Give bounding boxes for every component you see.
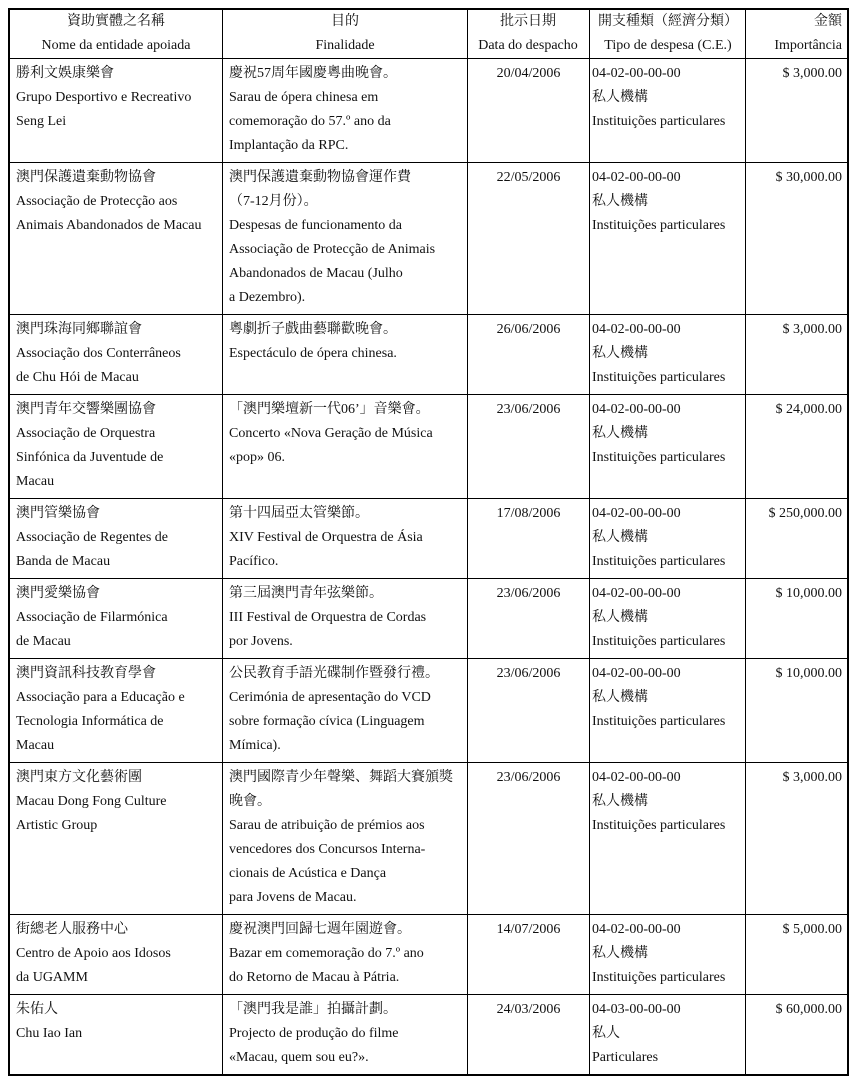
entity-line: 澳門保護遺棄動物協會 [16,170,156,185]
column-header-purpose [223,9,468,59]
purpose-line: «Macau, quem sou eu?». [229,1050,369,1065]
type-line: Instituições particulares [592,970,726,985]
purpose-line: Associação de Protecção de Animais [229,242,436,257]
purpose-line: Implantação da RPC. [229,138,349,153]
type-line: 04-02-00-00-00 [592,586,681,601]
purpose-line: Despesas de funcionamento da [229,218,402,233]
purpose-cell [223,579,468,659]
entity-cell [9,763,223,915]
type-line: 04-03-00-00-00 [592,1002,681,1017]
purpose-line: Bazar em comemoração do 7.º ano [229,946,424,961]
entity-cell [9,995,223,1076]
date-value: 20/04/2006 [496,66,561,81]
entity-line: 澳門東方文化藝術團 [16,770,142,785]
amount-value: $ 10,000.00 [775,666,842,681]
purpose-line: Pacífico. [229,554,279,569]
purpose-line: 澳門國際青少年聲樂、舞蹈大賽頒獎 [229,770,453,785]
type-line: 私人機構 [592,690,648,705]
table-row [9,659,848,763]
entity-cell [9,315,223,395]
type-line: 私人機構 [592,346,648,361]
type-line: Instituições particulares [592,450,726,465]
type-line: 私人機構 [592,194,648,209]
purpose-cell [223,59,468,163]
type-line: Particulares [592,1050,659,1065]
amount-value: $ 60,000.00 [775,1002,842,1017]
header-row [9,9,848,59]
date-value: 23/06/2006 [496,402,561,417]
type-cell [590,915,746,995]
purpose-line: 第三屆澳門青年弦樂節。 [229,586,383,601]
type-line: 04-02-00-00-00 [592,770,681,785]
entity-line: Associação de Protecção aos [16,194,178,209]
type-cell [590,395,746,499]
purpose-line: 澳門保護遺棄動物協會運作費 [229,170,411,185]
date-cell [468,163,590,315]
purpose-line: Projecto de produção do filme [229,1026,399,1041]
purpose-line: para Jovens de Macau. [229,890,357,905]
amount-cell [746,315,849,395]
header-zh: 金額 [814,14,842,29]
table-row [9,499,848,579]
amount-value: $ 250,000.00 [768,506,842,521]
date-cell [468,315,590,395]
purpose-cell [223,163,468,315]
amount-value: $ 3,000.00 [782,66,842,81]
entity-line: Associação dos Conterrâneos [16,346,181,361]
header-pt: Finalidade [315,38,375,53]
entity-line: Grupo Desportivo e Recreativo [16,90,192,105]
date-value: 24/03/2006 [496,1002,561,1017]
amount-value: $ 24,000.00 [775,402,842,417]
type-line: 私人機構 [592,90,648,105]
table-row [9,163,848,315]
type-line: 私人 [592,1026,620,1041]
table-row [9,579,848,659]
type-line: 私人機構 [592,946,648,961]
entity-cell [9,579,223,659]
column-header-date [468,9,590,59]
type-line: 04-02-00-00-00 [592,922,681,937]
amount-value: $ 3,000.00 [782,322,842,337]
header-zh: 目的 [331,14,359,29]
amount-value: $ 5,000.00 [782,922,842,937]
entity-line: 澳門管樂協會 [16,506,100,521]
entity-line: Macau [16,738,55,753]
date-cell [468,499,590,579]
amount-value: $ 10,000.00 [775,586,842,601]
entity-line: Banda de Macau [16,554,111,569]
entity-line: Tecnologia Informática de [16,714,164,729]
purpose-line: （7-12月份）。 [229,194,318,209]
purpose-line: cionais de Acústica e Dança [229,866,387,881]
purpose-cell [223,395,468,499]
purpose-line: 晚會。 [229,794,271,809]
amount-cell [746,659,849,763]
type-line: Instituições particulares [592,370,726,385]
purpose-line: 第十四屆亞太管樂節。 [229,506,369,521]
purpose-cell [223,915,468,995]
entity-line: de Macau [16,634,71,649]
purpose-line: vencedores dos Concursos Interna- [229,842,426,857]
entity-line: Chu Iao Ian [16,1026,83,1041]
purpose-line: Concerto «Nova Geração de Música [229,426,433,441]
purpose-line: a Dezembro). [229,290,306,305]
header-zh: 資助實體之名稱 [67,14,165,29]
entity-line: de Chu Hói de Macau [16,370,139,385]
date-value: 26/06/2006 [496,322,561,337]
purpose-line: comemoração do 57.º ano da [229,114,391,129]
entity-cell [9,659,223,763]
amount-cell [746,395,849,499]
type-line: 私人機構 [592,794,648,809]
entity-line: Macau Dong Fong Culture [16,794,167,809]
column-header-entity [9,9,223,59]
type-cell [590,315,746,395]
purpose-line: do Retorno de Macau à Pátria. [229,970,400,985]
purpose-line: 慶祝澳門回歸七週年園遊會。 [229,922,411,937]
entity-line: Animais Abandonados de Macau [16,218,202,233]
subsidy-table [8,8,849,1076]
amount-cell [746,499,849,579]
entity-line: 朱佑人 [16,1002,58,1017]
type-line: Instituições particulares [592,714,726,729]
column-header-amount [746,9,849,59]
date-value: 22/05/2006 [496,170,561,185]
column-header-type [590,9,746,59]
entity-cell [9,59,223,163]
date-cell [468,579,590,659]
purpose-line: Cerimónia de apresentação do VCD [229,690,431,705]
type-cell [590,659,746,763]
table-row [9,315,848,395]
entity-line: 澳門資訊科技教育學會 [16,666,156,681]
purpose-line: Mímica). [229,738,281,753]
purpose-line: XIV Festival de Orquestra de Ásia [229,530,423,545]
type-line: 04-02-00-00-00 [592,322,681,337]
entity-line: Sinfónica da Juventude de [16,450,164,465]
entity-cell [9,915,223,995]
amount-cell [746,59,849,163]
purpose-line: 「澳門我是誰」拍攝計劃。 [229,1002,397,1017]
table-row [9,763,848,915]
type-line: Instituições particulares [592,818,726,833]
entity-line: 澳門珠海同鄉聯誼會 [16,322,142,337]
header-zh: 批示日期 [500,14,556,29]
amount-cell [746,995,849,1076]
date-cell [468,995,590,1076]
amount-cell [746,579,849,659]
type-line: 04-02-00-00-00 [592,666,681,681]
amount-cell [746,915,849,995]
entity-line: Seng Lei [16,114,67,129]
amount-value: $ 30,000.00 [775,170,842,185]
type-cell [590,579,746,659]
type-line: 04-02-00-00-00 [592,506,681,521]
header-pt: Importância [774,38,842,53]
entity-line: 澳門愛樂協會 [16,586,100,601]
purpose-line: Sarau de ópera chinesa em [229,90,379,105]
entity-line: Associação para a Educação e [16,690,185,705]
type-cell [590,499,746,579]
type-line: 04-02-00-00-00 [592,66,681,81]
entity-line: Associação de Filarmónica [16,610,168,625]
date-cell [468,395,590,499]
date-value: 17/08/2006 [496,506,561,521]
type-line: Instituições particulares [592,634,726,649]
amount-cell [746,763,849,915]
entity-line: da UGAMM [16,970,88,985]
type-line: 私人機構 [592,530,648,545]
purpose-cell [223,763,468,915]
header-pt: Nome da entidade apoiada [41,38,191,53]
type-line: Instituições particulares [592,554,726,569]
purpose-cell [223,315,468,395]
type-line: Instituições particulares [592,114,726,129]
entity-line: Macau [16,474,55,489]
header-pt: Tipo de despesa (C.E.) [604,38,732,53]
date-cell [468,59,590,163]
table-row [9,59,848,163]
purpose-line: sobre formação cívica (Linguagem [229,714,425,729]
purpose-line: Abandonados de Macau (Julho [229,266,403,281]
entity-line: 勝利文娛康樂會 [16,66,114,81]
amount-value: $ 3,000.00 [782,770,842,785]
entity-cell [9,395,223,499]
purpose-cell [223,659,468,763]
table-row [9,395,848,499]
purpose-line: «pop» 06. [229,450,285,465]
date-cell [468,659,590,763]
date-value: 14/07/2006 [496,922,561,937]
type-line: 私人機構 [592,426,648,441]
date-value: 23/06/2006 [496,770,561,785]
type-line: 私人機構 [592,610,648,625]
entity-line: Associação de Regentes de [16,530,168,545]
entity-line: Associação de Orquestra [16,426,156,441]
date-cell [468,915,590,995]
amount-cell [746,163,849,315]
table-row [9,995,848,1076]
entity-cell [9,163,223,315]
type-cell [590,763,746,915]
purpose-cell [223,499,468,579]
purpose-line: 公民教育手語光碟制作暨發行禮。 [229,666,439,681]
purpose-line: 粵劇折子戲曲藝聯歡晚會。 [229,322,397,337]
purpose-line: Espectáculo de ópera chinesa. [229,346,397,361]
entity-cell [9,499,223,579]
entity-line: Artistic Group [16,818,98,833]
type-cell [590,995,746,1076]
purpose-cell [223,995,468,1076]
type-line: Instituições particulares [592,218,726,233]
type-line: 04-02-00-00-00 [592,170,681,185]
purpose-line: por Jovens. [229,634,293,649]
purpose-line: 慶祝57周年國慶粵曲晚會。 [229,66,397,81]
date-value: 23/06/2006 [496,586,561,601]
type-cell [590,163,746,315]
table-row [9,915,848,995]
purpose-line: III Festival de Orquestra de Cordas [229,610,427,625]
date-value: 23/06/2006 [496,666,561,681]
date-cell [468,763,590,915]
purpose-line: Sarau de atribuição de prémios aos [229,818,425,833]
header-zh: 開支種類（經濟分類） [598,14,738,29]
entity-line: Centro de Apoio aos Idosos [16,946,171,961]
type-cell [590,59,746,163]
entity-line: 澳門青年交響樂團協會 [16,402,156,417]
header-pt: Data do despacho [478,38,578,53]
purpose-line: 「澳門樂壇新一代06’」音樂會。 [229,402,430,417]
type-line: 04-02-00-00-00 [592,402,681,417]
entity-line: 街總老人服務中心 [16,922,128,937]
